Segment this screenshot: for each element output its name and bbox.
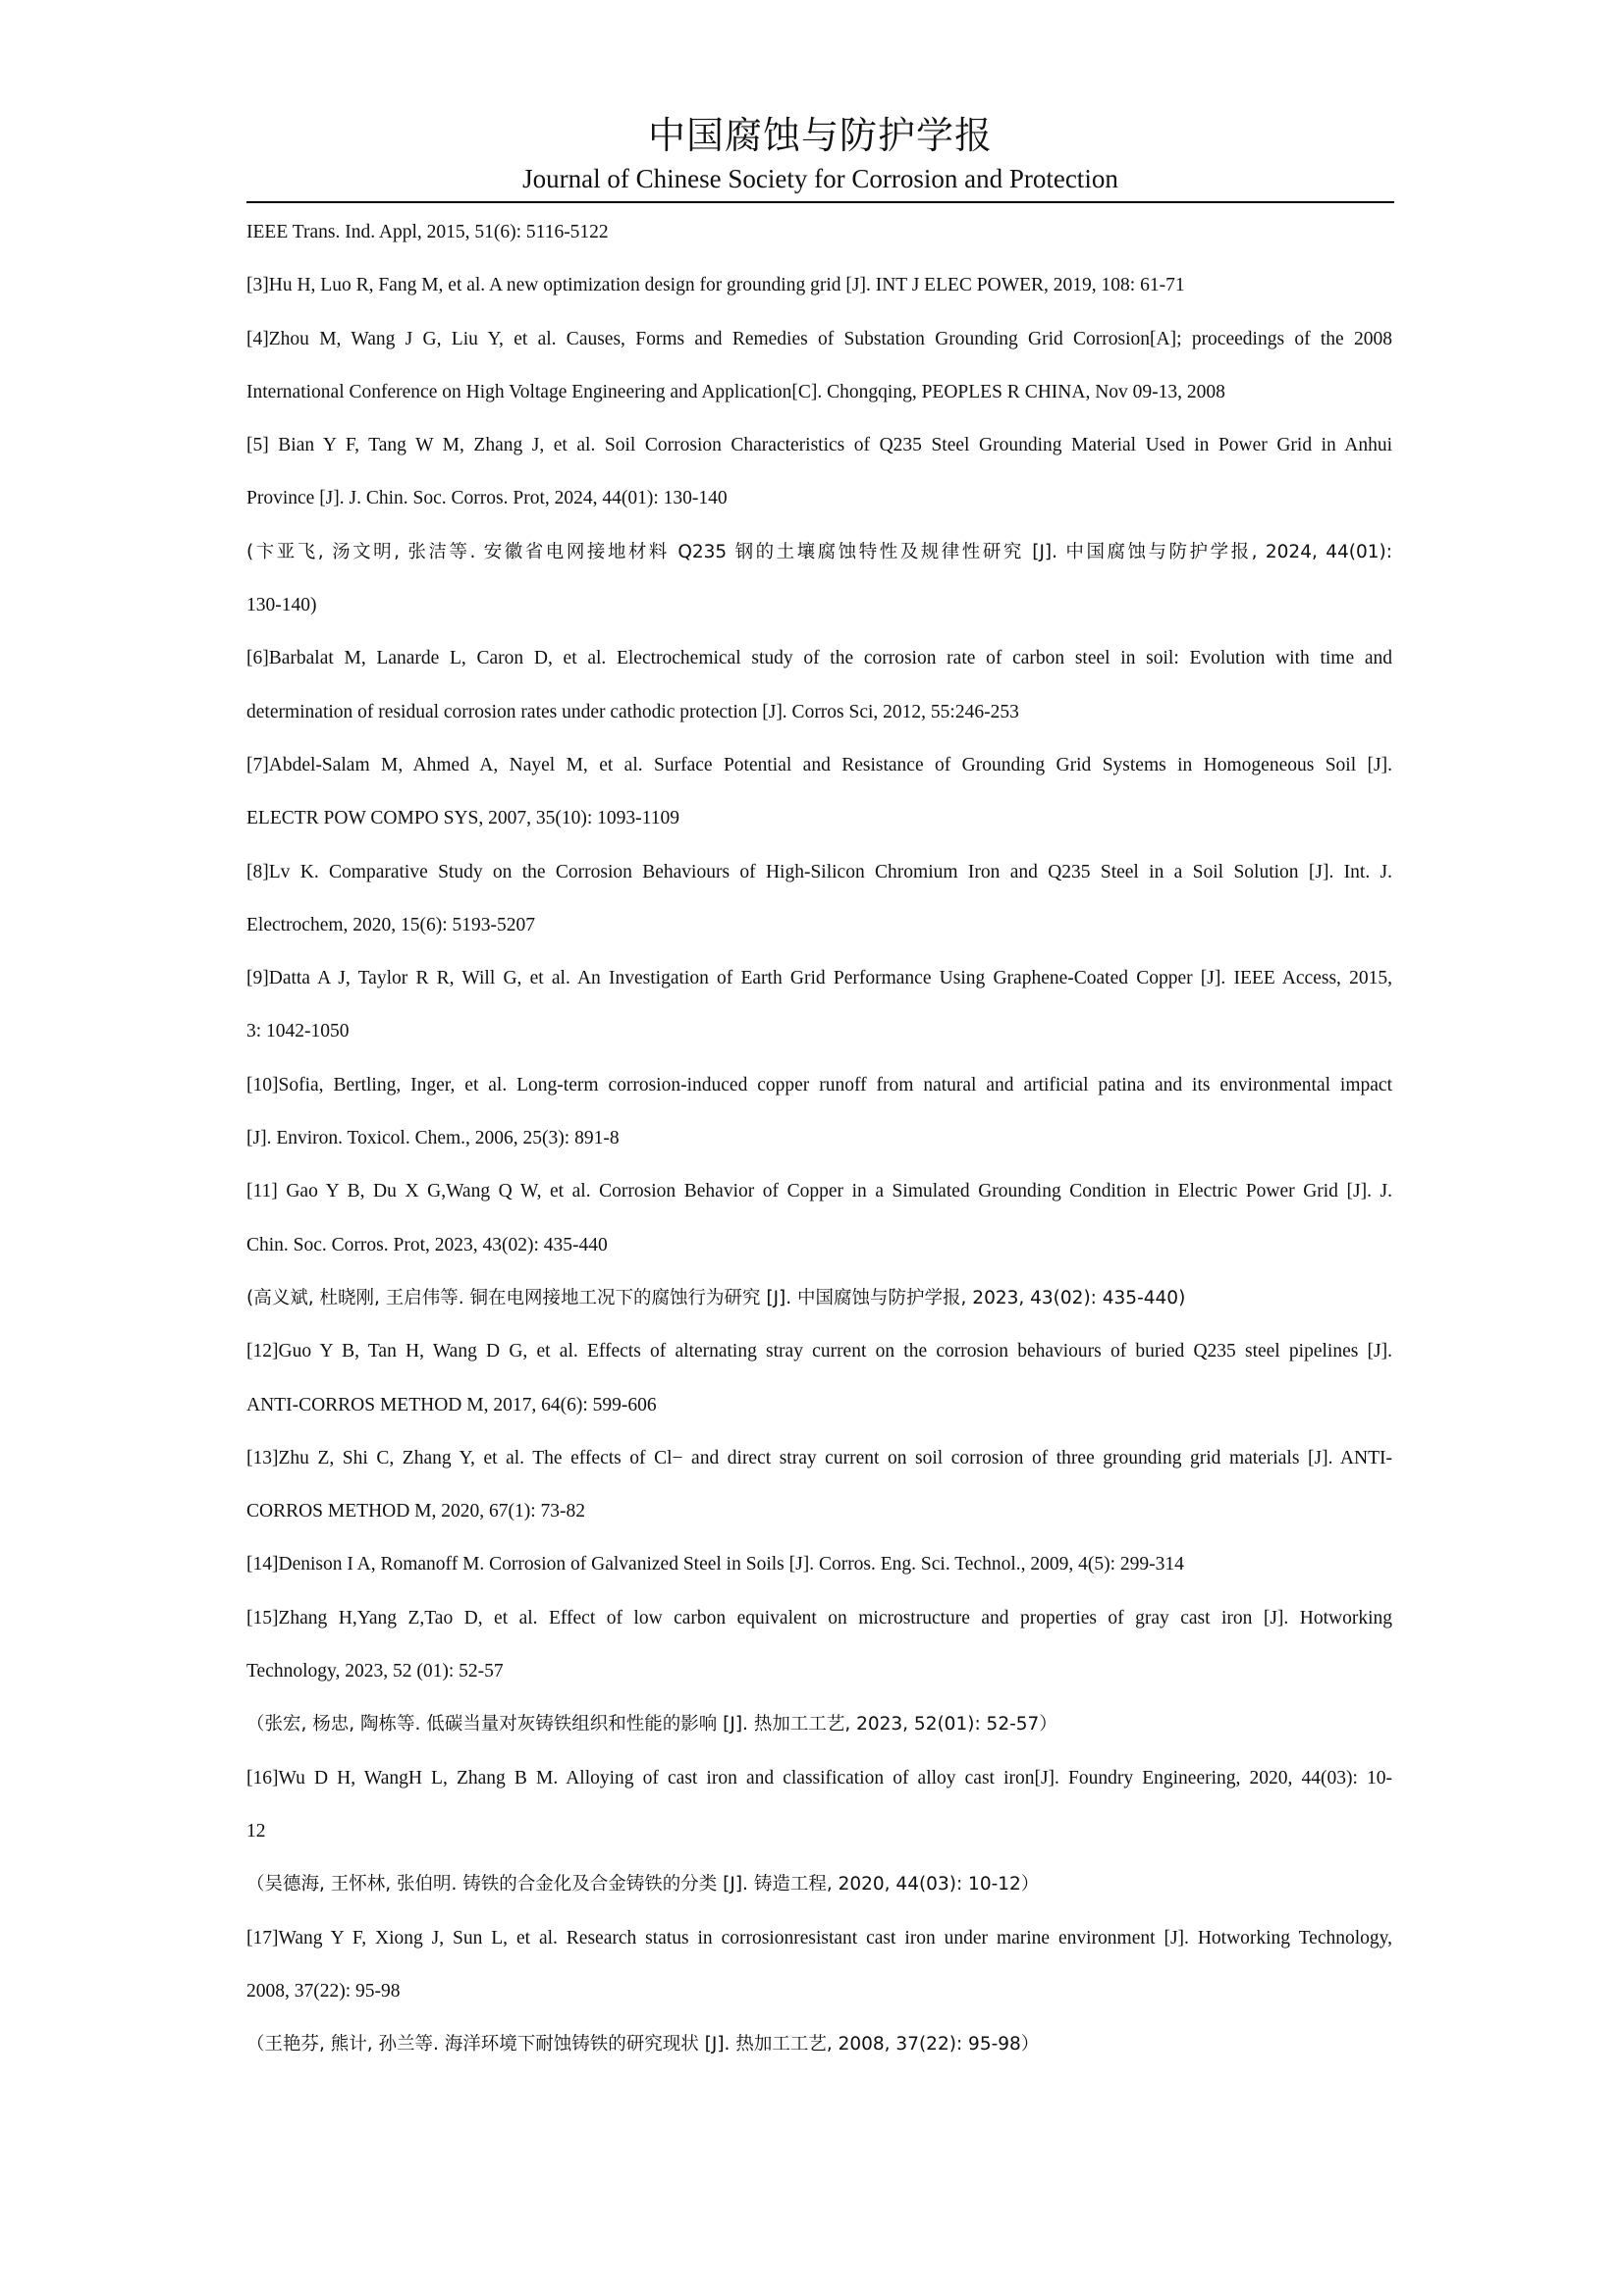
reference-line: [5] Bian Y F, Tang W M, Zhang J, et al. Soil Corrosion Characteristics of Q235 Steel Grounding Material Used in Power Grid in Anhui bbox=[246, 435, 1392, 456]
journal-title-en: Journal of Chinese Society for Corrosion and Protection bbox=[522, 164, 1118, 193]
reference-line: （吴德海, 王怀林, 张伯明. 铸铁的合金化及合金铸铁的分类 [J]. 铸造工程, 2020, 44(03): 10-12） bbox=[246, 1874, 1040, 1896]
reference-line: 2008, 37(22): 95-98 bbox=[246, 1980, 401, 2002]
reference-line: [6]Barbalat M, Lanarde L, Caron D, et al. Electrochemical study of the corrosion rate of carbon steel in soil: Evolution with time and bbox=[246, 648, 1392, 669]
reference-line: [10]Sofia, Bertling, Inger, et al. Long-term corrosion-induced copper runoff from natural and artificial patina and its environmental impact bbox=[246, 1074, 1392, 1095]
reference-line: 12 bbox=[246, 1820, 266, 1842]
reference-line: [12]Guo Y B, Tan H, Wang D G, et al. Effects of alternating stray current on the corrosion behaviours of buried Q235 steel pipelines [J]. bbox=[246, 1341, 1392, 1362]
reference-line: [14]Denison I A, Romanoff M. Corrosion of Galvanized Steel in Soils [J]. Corros. Eng. Sci. Technol., 2009, 4(5): 299-314 bbox=[246, 1554, 1184, 1575]
reference-line: （王艳芬, 熊计, 孙兰等. 海洋环境下耐蚀铸铁的研究现状 [J]. 热加工工艺, 2008, 37(22): 95-98） bbox=[246, 2034, 1040, 2056]
journal-header bbox=[246, 111, 1394, 195]
reference-line: 130-140) bbox=[246, 595, 317, 616]
reference-line: [3]Hu H, Luo R, Fang M, et al. A new optimization design for grounding grid [J]. INT J ELEC POWER, 2019, 108: 61-71 bbox=[246, 275, 1185, 296]
reference-line: determination of residual corrosion rates under cathodic protection [J]. Corros Sci, 2012, 55:246-253 bbox=[246, 701, 1019, 722]
reference-line: [7]Abdel-Salam M, Ahmed A, Nayel M, et al. Surface Potential and Resistance of Grounding Grid Systems in Homogeneous Soil [J]. bbox=[246, 754, 1392, 775]
reference-line: Chin. Soc. Corros. Prot, 2023, 43(02): 435-440 bbox=[246, 1234, 608, 1255]
reference-line: [8]Lv K. Comparative Study on the Corrosion Behaviours of High-Silicon Chromium Iron and Q235 Steel in a Soil Solution [J]. Int. J. bbox=[246, 861, 1392, 882]
reference-line: [J]. Environ. Toxicol. Chem., 2006, 25(3): 891-8 bbox=[246, 1128, 620, 1149]
reference-line: [13]Zhu Z, Shi C, Zhang Y, et al. The effects of Cl− and direct stray current on soil corrosion of three grounding grid materials [J]. ANTI- bbox=[246, 1447, 1392, 1468]
reference-line: International Conference on High Voltage Engineering and Application[C]. Chongqing, PEOPLES R CHINA, Nov 09-13, 2008 bbox=[246, 381, 1225, 402]
reference-line: (高义斌, 杜晓刚, 王启伟等. 铜在电网接地工况下的腐蚀行为研究 [J]. 中国腐蚀与防护学报, 2023, 43(02): 435-440) bbox=[246, 1287, 1186, 1308]
reference-line: [16]Wu D H, WangH L, Zhang B M. Alloying of cast iron and classification of alloy cast iron[J]. Foundry Engineering, 2020, 44(03): 10- bbox=[246, 1767, 1392, 1789]
reference-line: (卞亚飞, 汤文明, 张洁等. 安徽省电网接地材料 Q235 钢的土壤腐蚀特性及规律性研究 [J]. 中国腐蚀与防护学报, 2024, 44(01): bbox=[246, 541, 1392, 562]
reference-line: [9]Datta A J, Taylor R R, Will G, et al. An Investigation of Earth Grid Performance Using Graphene-Coated Copper [J]. IEEE Access, 2015, bbox=[246, 968, 1392, 989]
reference-line: [4]Zhou M, Wang J G, Liu Y, et al. Causes, Forms and Remedies of Substation Grounding Grid Corrosion[A]; proceedings of the 2008 bbox=[246, 328, 1392, 349]
reference-line: Technology, 2023, 52 (01): 52-57 bbox=[246, 1661, 504, 1682]
reference-line: Electrochem, 2020, 15(6): 5193-5207 bbox=[246, 914, 536, 935]
reference-line: 3: 1042-1050 bbox=[246, 1021, 350, 1042]
reference-line: [11] Gao Y B, Du X G,Wang Q W, et al. Corrosion Behavior of Copper in a Simulated Grounding Condition in Electric Power Grid [J]. J. bbox=[246, 1181, 1392, 1202]
journal-title-cn: 中国腐蚀与防护学报 bbox=[647, 114, 993, 157]
reference-line: IEEE Trans. Ind. Appl, 2015, 51(6): 5116-5122 bbox=[246, 222, 609, 242]
reference-line: （张宏, 杨忠, 陶栋等. 低碳当量对灰铸铁组织和性能的影响 [J]. 热加工工艺, 2023, 52(01): 52-57） bbox=[246, 1714, 1057, 1735]
reference-line: [17]Wang Y F, Xiong J, Sun L, et al. Research status in corrosionresistant cast iron under marine environment [J]. Hotworking Technology, bbox=[246, 1927, 1392, 1949]
header-rule bbox=[246, 201, 1394, 203]
reference-line: Province [J]. J. Chin. Soc. Corros. Prot, 2024, 44(01): 130-140 bbox=[246, 488, 728, 509]
reference-list bbox=[246, 215, 1392, 2080]
reference-line: CORROS METHOD M, 2020, 67(1): 73-82 bbox=[246, 1501, 586, 1522]
reference-line: ELECTR POW COMPO SYS, 2007, 35(10): 1093-1109 bbox=[246, 808, 679, 829]
reference-line: [15]Zhang H,Yang Z,Tao D, et al. Effect of low carbon equivalent on microstructure and properties of gray cast iron [J]. Hotworking bbox=[246, 1607, 1392, 1629]
reference-line: ANTI-CORROS METHOD M, 2017, 64(6): 599-606 bbox=[246, 1394, 657, 1415]
